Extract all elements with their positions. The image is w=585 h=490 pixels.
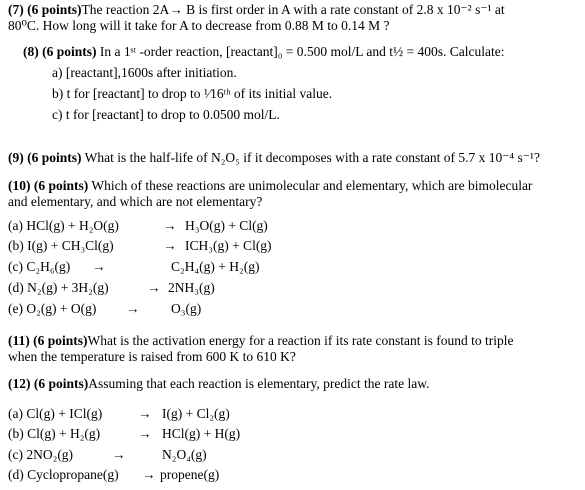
q8-line bbox=[23, 44, 505, 60]
reaction-left: (e) O₂(g) + O(g) bbox=[8, 301, 97, 316]
reaction-left: (a) Cl(g) + ICl(g) bbox=[8, 406, 103, 421]
q7-line1 bbox=[8, 2, 505, 18]
q10-reaction-d bbox=[8, 279, 308, 297]
reaction-left: (c) C₂H₆(g) bbox=[8, 259, 71, 274]
reaction-left: (d) Cyclopropane(g) bbox=[8, 467, 119, 482]
q10-line2: and elementary, and which are not elementary? bbox=[8, 194, 263, 209]
q9-text: What is the half-life of N₂O₅ if it decomposes with a rate constant of 5.7 x 10⁻⁴ s⁻¹? bbox=[81, 150, 540, 165]
reaction-right: propene(g) bbox=[160, 467, 220, 482]
q7-text1: The reaction 2A→ B is first order in A with a rate constant of 2.8 x 10⁻² s⁻¹ at bbox=[81, 2, 505, 17]
reaction-right: N₂O₄(g) bbox=[162, 447, 207, 462]
q12-reaction-d bbox=[8, 466, 308, 484]
q12-reaction-b bbox=[8, 425, 308, 443]
reaction-arrow: → bbox=[92, 259, 106, 274]
q10-label: (10) (6 points) bbox=[8, 178, 89, 193]
reaction-right: I(g) + Cl₂(g) bbox=[162, 406, 230, 421]
q12-reaction-c bbox=[8, 446, 308, 464]
reaction-left: (b) Cl(g) + H₂(g) bbox=[8, 426, 101, 441]
q12-reaction-a bbox=[8, 405, 308, 423]
q12-line bbox=[8, 376, 430, 392]
reaction-left: (d) N₂(g) + 3H₂(g) bbox=[8, 280, 109, 295]
reaction-arrow: → bbox=[147, 280, 161, 295]
reaction-arrow: → bbox=[163, 218, 177, 233]
reaction-right: H₃O(g) + Cl(g) bbox=[185, 218, 268, 233]
q7-line2: 80⁰C. How long will it take for A to decrease from 0.88 M to 0.14 M ? bbox=[8, 18, 390, 33]
reaction-arrow: → bbox=[126, 301, 140, 316]
reaction-right: O₃(g) bbox=[171, 301, 202, 316]
reaction-left: (a) HCl(g) + H₂O(g) bbox=[8, 218, 119, 233]
reaction-arrow: → bbox=[163, 238, 177, 253]
q9-line bbox=[8, 150, 540, 166]
q9-label: (9) (6 points) bbox=[8, 150, 82, 165]
q8-item-b: b) t for [reactant] to drop to ¹⁄16ᵗʰ of its initial value. bbox=[52, 86, 333, 101]
q8-label: (8) (6 points) bbox=[23, 44, 97, 59]
reaction-arrow: → bbox=[138, 426, 152, 441]
reaction-left: (c) 2NO₂(g) bbox=[8, 447, 74, 462]
reaction-arrow: → bbox=[138, 406, 152, 421]
reaction-right: 2NH₃(g) bbox=[168, 280, 215, 295]
q11-line1 bbox=[8, 333, 514, 349]
q8-item-a: a) [reactant],1600s after initiation. bbox=[52, 65, 237, 80]
q10-text1: Which of these reactions are unimolecular and elementary, which are bimolecular bbox=[88, 178, 533, 193]
reaction-arrow: → bbox=[142, 467, 156, 482]
reaction-left: (b) I(g) + CH₃Cl(g) bbox=[8, 238, 114, 253]
reaction-right: HCl(g) + H(g) bbox=[162, 426, 241, 441]
reaction-right: C₂H₄(g) + H₂(g) bbox=[171, 259, 260, 274]
reaction-right: ICH₃(g) + Cl(g) bbox=[185, 238, 272, 253]
reaction-arrow: → bbox=[112, 447, 126, 462]
q7-label: (7) (6 points) bbox=[8, 2, 82, 17]
q10-reaction-b bbox=[8, 237, 308, 255]
q10-reaction-e bbox=[8, 300, 308, 318]
q12-label: (12) (6 points) bbox=[8, 376, 89, 391]
q11-line2: when the temperature is raised from 600 K to 610 K? bbox=[8, 349, 296, 364]
q11-text1: What is the activation energy for a reaction if its rate constant is found to triple bbox=[87, 333, 514, 348]
q11-label: (11) (6 points) bbox=[8, 333, 88, 348]
q10-reaction-a bbox=[8, 217, 308, 235]
q8-text: In a 1ˢᵗ -order reaction, [reactant]₀ = 0.500 mol/L and t½ = 400s. Calculate: bbox=[96, 44, 505, 59]
q12-text: Assuming that each reaction is elementary, predict the rate law. bbox=[88, 376, 430, 391]
q10-reaction-c bbox=[8, 258, 308, 276]
q10-line1 bbox=[8, 178, 532, 194]
q8-item-c: c) t for [reactant] to drop to 0.0500 mol/L. bbox=[52, 107, 280, 122]
